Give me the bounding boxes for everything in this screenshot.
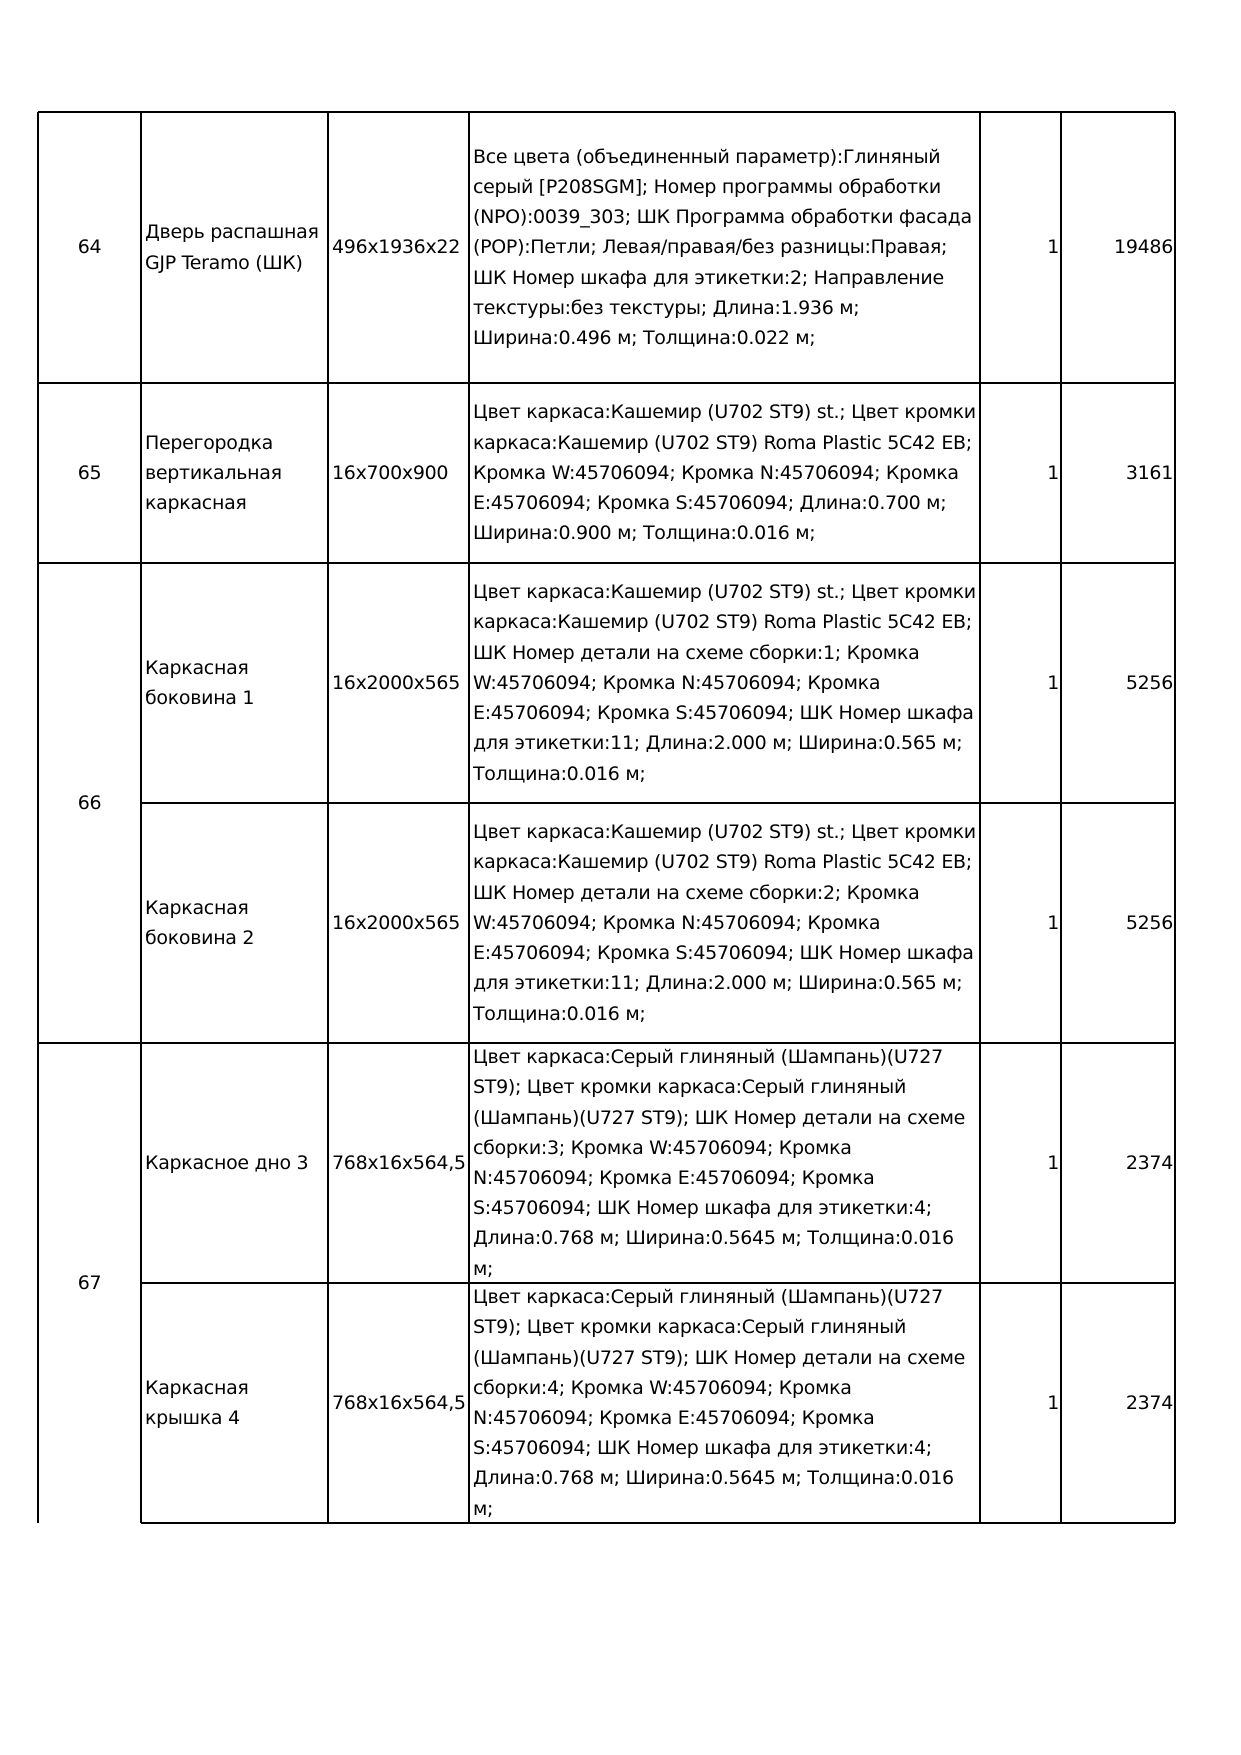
- row-number: [38, 383, 141, 563]
- item-price: [1061, 803, 1175, 1043]
- item-price-text: 2374: [1125, 1391, 1173, 1414]
- item-name-text: Перегородка вертикальная каркасная: [145, 431, 282, 515]
- row-number: [38, 1043, 141, 1523]
- item-size-text: 768х16х564,5: [332, 1391, 466, 1414]
- row-number-text: 67: [77, 1271, 102, 1294]
- item-name: [141, 1043, 328, 1283]
- item-name: [141, 1283, 328, 1523]
- item-name: [141, 803, 328, 1043]
- item-name: [141, 112, 328, 383]
- item-price-text: 19486: [1114, 236, 1173, 259]
- item-size-text: 16х2000х565: [332, 911, 460, 934]
- item-size-text: 16х2000х565: [332, 671, 460, 694]
- item-name-text: Каркасное дно 3: [145, 1151, 309, 1174]
- item-desc: [469, 1043, 980, 1283]
- item-size: [328, 1043, 469, 1283]
- item-qty-text: 1: [1047, 236, 1059, 259]
- item-desc: [469, 112, 980, 383]
- item-price-text: 5256: [1125, 911, 1173, 934]
- item-name-text: Каркасная боковина 1: [145, 656, 255, 709]
- item-desc-text: Цвет каркаса:Кашемир (U702 ST9) st.; Цвет кромки каркаса:Кашемир (U702 ST9) Roma Plastic 5C42 EB; ШК Номер детали на схеме сборки:2; Кромка W:45706094; Кромка N:45706094; Кромка E:45706094; Кромка S:45706094; ШК Номер шкафа для этикетки:11; Длина:2.000 м; Ширина:0.565 м; Толщина:0.016 м;: [473, 821, 976, 1025]
- item-name: [141, 383, 328, 563]
- row-number-text: 64: [77, 236, 102, 259]
- item-size: [328, 1283, 469, 1523]
- item-qty-text: 1: [1047, 1391, 1059, 1414]
- item-name-text: Каркасная крышка 4: [145, 1376, 249, 1429]
- item-size: [328, 803, 469, 1043]
- item-qty-text: 1: [1047, 671, 1059, 694]
- item-size: [328, 383, 469, 563]
- item-desc-text: Цвет каркаса:Серый глиняный (Шампань)(U727 ST9); Цвет кромки каркаса:Серый глиняный (Шампань)(U727 ST9); ШК Номер детали на схеме сборки:4; Кромка W:45706094; Кромка N:45706094; Кромка E:45706094; Кромка S:45706094; ШК Номер шкафа для этикетки:4; Длина:0.768 м; Ширина:0.5645 м; Толщина:0.016 м;: [473, 1286, 965, 1520]
- item-desc-text: Все цвета (объединенный параметр):Глиняный серый [P208SGM]; Номер программы обработки (NPO):0039_303; ШК Программа обработки фасада (POP):Петли; Левая/правая/без разницы:Правая; ШК Номер шкафа для этикетки:2; Направление текстуры:без текстуры; Длина:1.936 м; Ширина:0.496 м; Толщина:0.022 м;: [473, 145, 972, 349]
- item-price: [1061, 1043, 1175, 1283]
- item-desc-text: Цвет каркаса:Серый глиняный (Шампань)(U727 ST9); Цвет кромки каркаса:Серый глиняный (Шампань)(U727 ST9); ШК Номер детали на схеме сборки:3; Кромка W:45706094; Кромка N:45706094; Кромка E:45706094; Кромка S:45706094; ШК Номер шкафа для этикетки:4; Длина:0.768 м; Ширина:0.5645 м; Толщина:0.016 м;: [473, 1046, 965, 1280]
- item-size-text: 16х700х900: [332, 461, 449, 484]
- item-name: [141, 563, 328, 803]
- item-qty: [980, 1043, 1061, 1283]
- item-price: [1061, 563, 1175, 803]
- item-desc: [469, 563, 980, 803]
- row-number-text: 65: [77, 461, 102, 484]
- item-price-text: 3161: [1125, 461, 1173, 484]
- item-size: [328, 563, 469, 803]
- item-price: [1061, 112, 1175, 383]
- item-desc-text: Цвет каркаса:Кашемир (U702 ST9) st.; Цвет кромки каркаса:Кашемир (U702 ST9) Roma Plastic 5C42 EB; ШК Номер детали на схеме сборки:1; Кромка W:45706094; Кромка N:45706094; Кромка E:45706094; Кромка S:45706094; ШК Номер шкафа для этикетки:11; Длина:2.000 м; Ширина:0.565 м; Толщина:0.016 м;: [473, 581, 976, 785]
- item-desc: [469, 383, 980, 563]
- item-size-text: 768х16х564,5: [332, 1151, 466, 1174]
- item-desc-text: Цвет каркаса:Кашемир (U702 ST9) st.; Цвет кромки каркаса:Кашемир (U702 ST9) Roma Plastic 5C42 EB; Кромка W:45706094; Кромка N:45706094; Кромка E:45706094; Кромка S:45706094; Длина:0.700 м; Ширина:0.900 м; Толщина:0.016 м;: [473, 401, 976, 545]
- item-qty: [980, 112, 1061, 383]
- row-number: [38, 112, 141, 383]
- item-qty: [980, 803, 1061, 1043]
- item-qty-text: 1: [1047, 461, 1059, 484]
- row-number: [38, 563, 141, 1043]
- item-qty-text: 1: [1047, 1151, 1059, 1174]
- item-price-text: 5256: [1125, 671, 1173, 694]
- item-size: [328, 112, 469, 383]
- item-size-text: 496х1936х22: [332, 236, 460, 259]
- item-name-text: Каркасная боковина 2: [145, 896, 255, 949]
- item-qty: [980, 1283, 1061, 1523]
- item-price-text: 2374: [1125, 1151, 1173, 1174]
- row-number-text: 66: [77, 791, 102, 814]
- item-qty: [980, 563, 1061, 803]
- item-price: [1061, 1283, 1175, 1523]
- item-desc: [469, 1283, 980, 1523]
- item-qty: [980, 383, 1061, 563]
- item-name-text: Дверь распашная GJP Teramo (ШК): [145, 221, 319, 274]
- item-qty-text: 1: [1047, 911, 1059, 934]
- item-price: [1061, 383, 1175, 563]
- item-desc: [469, 803, 980, 1043]
